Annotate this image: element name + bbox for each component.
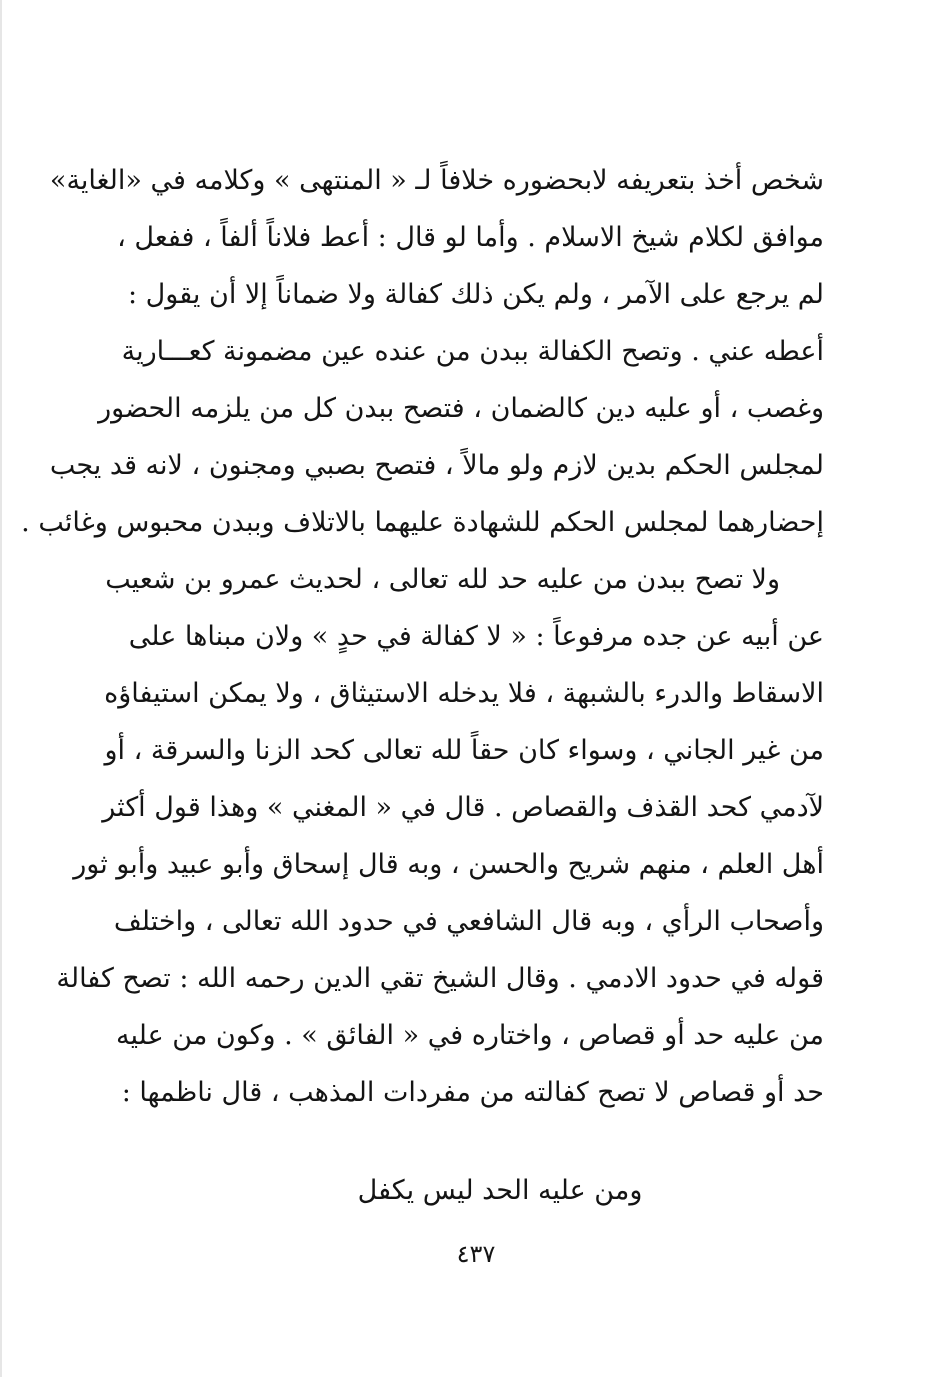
- text-line-15: قوله في حدود الادمي . وقال الشيخ تقي الدين رحمه الله : تصح كفالة: [56, 963, 824, 994]
- poem-verse: ومن عليه الحد ليس يكفل: [357, 1175, 643, 1206]
- text-line-17: حد أو قصاص لا تصح كفالته من مفردات المذهب ، قال ناظمها :: [121, 1077, 824, 1108]
- text-line-4: أعطه عني . وتصح الكفالة ببدن من عنده عين مضمونة كعـــارية: [121, 336, 824, 367]
- text-line-8: ولا تصح ببدن من عليه حد لله تعالى ، لحديث عمرو بن شعيب: [105, 564, 780, 595]
- text-line-13: أهل العلم ، منهم شريح والحسن ، وبه قال إسحاق وأبو عبيد وأبو ثور: [73, 849, 824, 880]
- text-line-11: من غير الجاني ، وسواء كان حقاً لله تعالى كحد الزنا والسرقة ، أو: [104, 735, 824, 766]
- body-text: [21, 152, 824, 1121]
- text-line-1: شخص أخذ بتعريفه لابحضوره خلافاً لـ « المنتهى » وكلامه في «الغاية»: [49, 165, 824, 196]
- text-line-2: موافق لكلام شيخ الاسلام . وأما لو قال : أعط فلاناً ألفاً ، ففعل ،: [117, 222, 824, 253]
- text-line-9: عن أبيه عن جده مرفوعاً : « لا كفالة في حدٍ » ولان مبناها على: [128, 621, 824, 652]
- text-line-7: إحضارهما لمجلس الحكم للشهادة عليهما بالاتلاف وببدن محبوس وغائب .: [21, 507, 824, 538]
- text-line-16: من عليه حد أو قصاص ، واختاره في « الفائق » . وكون من عليه: [116, 1020, 824, 1051]
- text-line-10: الاسقاط والدرء بالشبهة ، فلا يدخله الاستيثاق ، ولا يمكن استيفاؤه: [104, 678, 824, 709]
- text-line-5: وغصب ، أو عليه دين كالضمان ، فتصح ببدن كل من يلزمه الحضور: [98, 393, 824, 424]
- page-number: ٤٣٧: [456, 1240, 496, 1268]
- scan-edge: [0, 0, 2, 1377]
- text-line-6: لمجلس الحكم بدين لازم ولو مالاً ، فتصح بصبي ومجنون ، لانه قد يجب: [49, 450, 824, 481]
- text-line-12: لآدمي كحد القذف والقصاص . قال في « المغني » وهذا قول أكثر: [102, 792, 824, 823]
- text-line-3: لم يرجع على الآمر ، ولم يكن ذلك كفالة ولا ضماناً إلا أن يقول :: [127, 279, 824, 310]
- text-line-14: وأصحاب الرأي ، وبه قال الشافعي في حدود الله تعالى ، واختلف: [113, 906, 824, 937]
